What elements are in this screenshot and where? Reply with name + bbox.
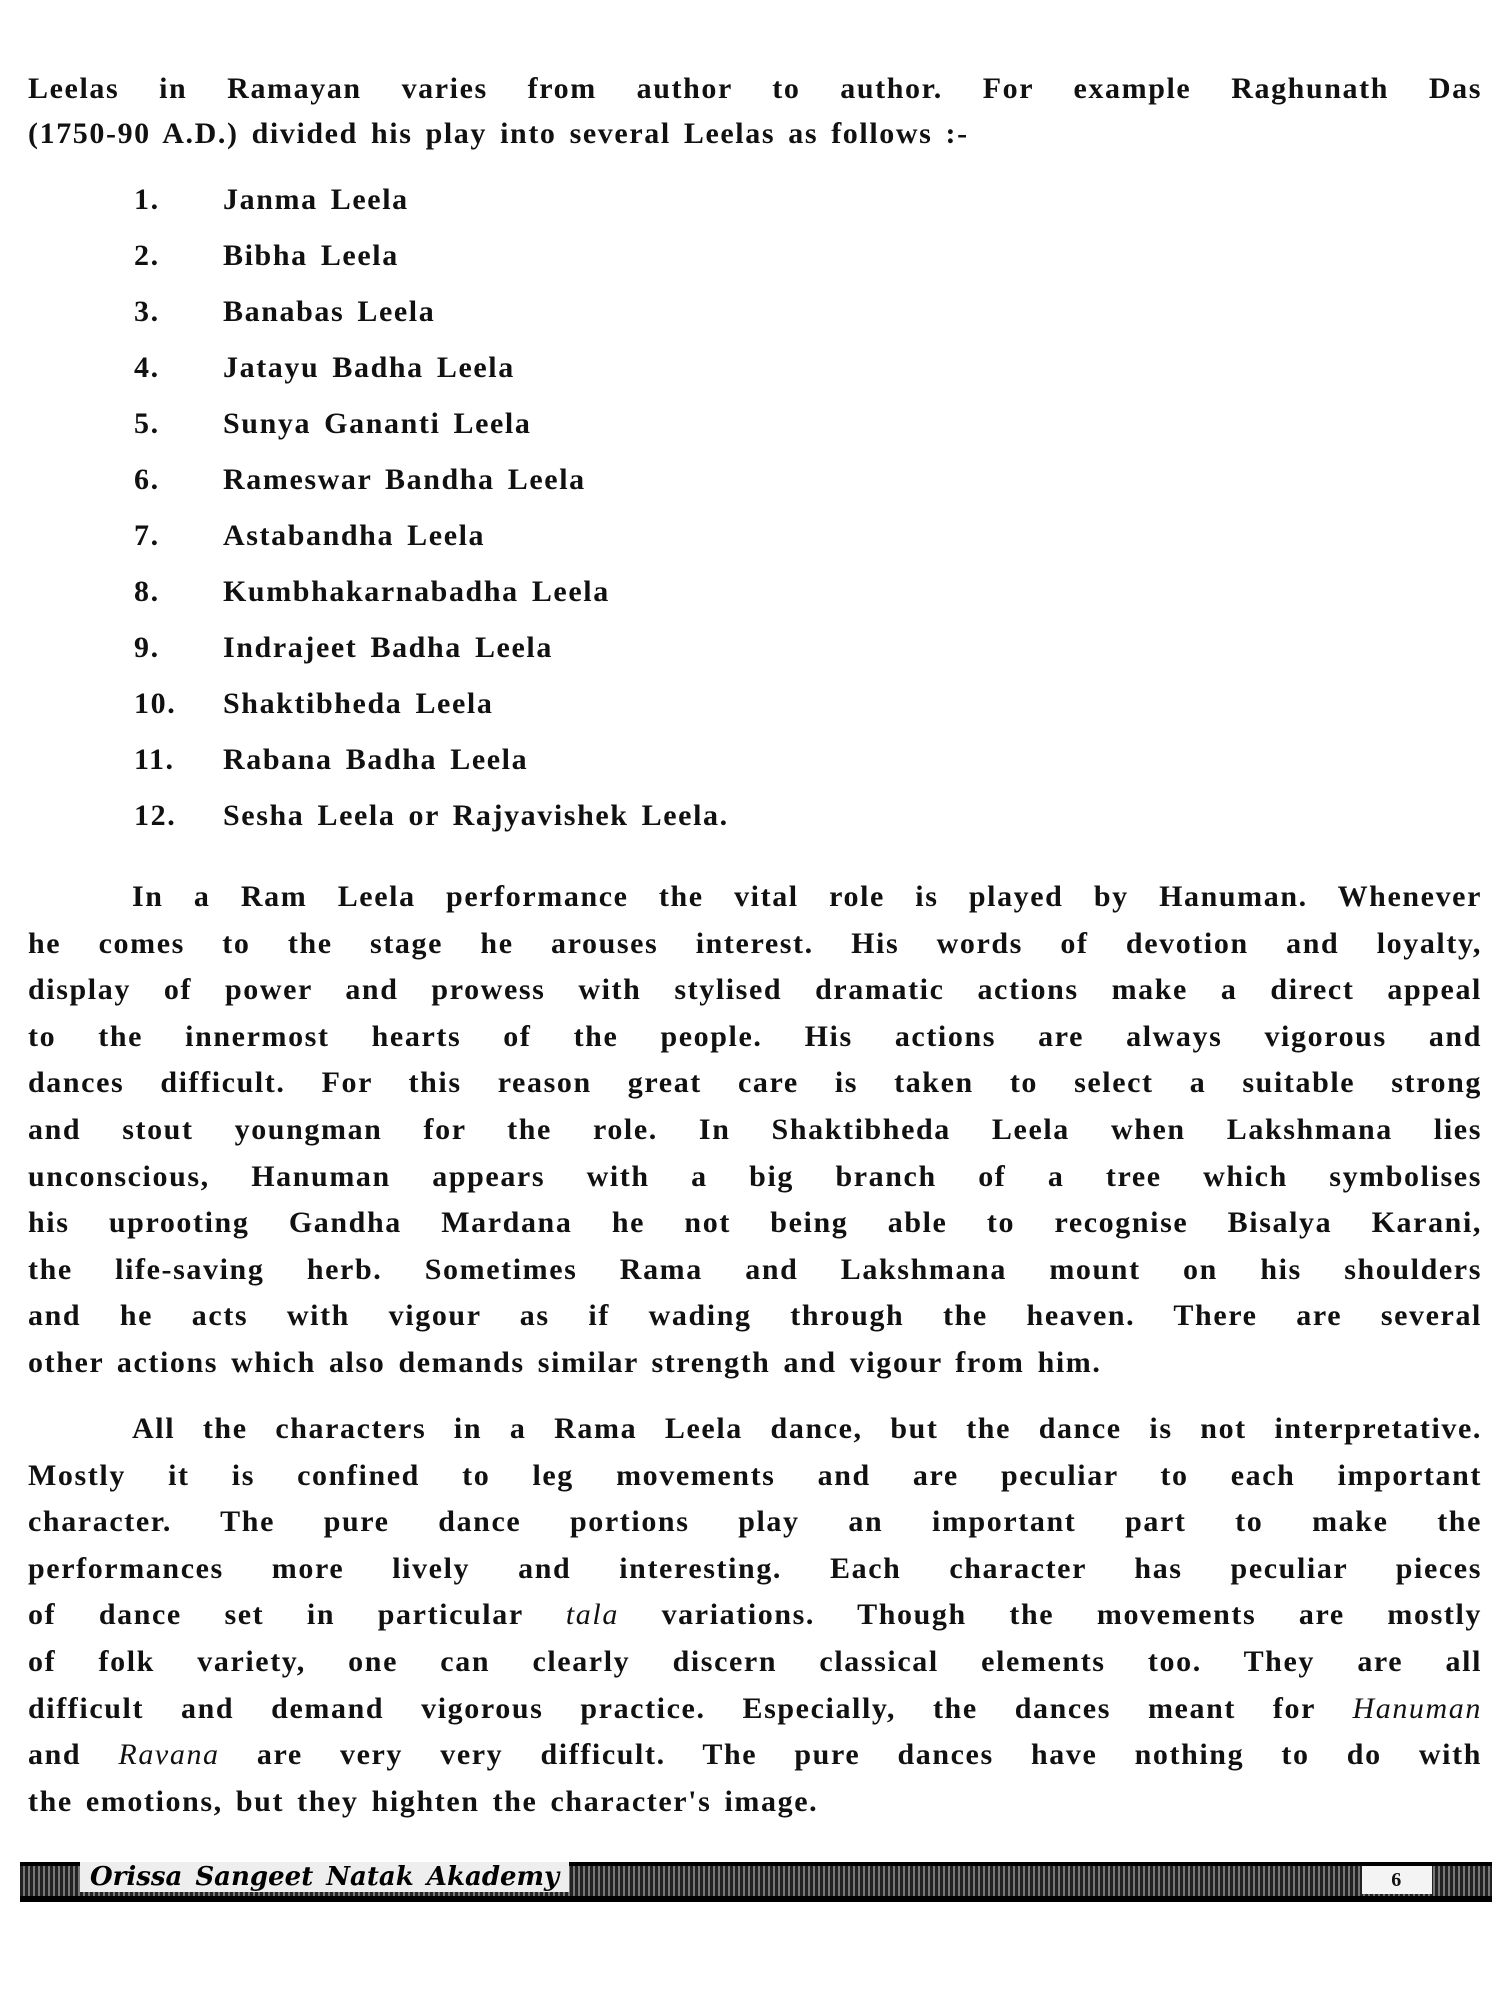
item-number: 6. bbox=[134, 463, 160, 496]
text-line bbox=[28, 1293, 1482, 1340]
text-line bbox=[28, 967, 1482, 1014]
leela-name: Indrajeet Badha Leela bbox=[223, 631, 553, 664]
text-line bbox=[28, 1732, 1482, 1779]
list-item bbox=[134, 508, 729, 564]
list-item bbox=[134, 732, 729, 788]
list-item bbox=[134, 788, 729, 844]
text-line bbox=[28, 1340, 1482, 1387]
paragraph-hanuman bbox=[28, 874, 1482, 1387]
leela-name: Jatayu Badha Leela bbox=[223, 351, 515, 384]
item-number: 8. bbox=[134, 575, 160, 608]
leela-name: Sesha Leela or Rajyavishek Leela. bbox=[223, 799, 729, 832]
text-line bbox=[28, 1546, 1482, 1593]
publisher-name: Orissa Sangeet Natak Akademy bbox=[80, 1862, 569, 1892]
text-line bbox=[28, 1014, 1482, 1061]
text-segment: of folk variety, one can clearly discern classical elements too. They are all bbox=[28, 1644, 1482, 1678]
text-segment: the emotions, but they highten the character's image. bbox=[28, 1784, 819, 1818]
italic-term: Ravana bbox=[118, 1738, 220, 1772]
paragraph-dance bbox=[28, 1406, 1482, 1825]
text-segment: All the characters in a Rama Leela dance, but the dance is not interpretative. bbox=[132, 1412, 1482, 1445]
text-line bbox=[28, 1453, 1482, 1500]
leela-name: Kumbhakarnabadha Leela bbox=[223, 575, 610, 608]
text-segment: are very very difficult. The pure dances have nothing to do with bbox=[219, 1738, 1482, 1772]
leela-name: Shaktibheda Leela bbox=[223, 687, 494, 720]
text-line bbox=[28, 1779, 1482, 1826]
leela-name: Janma Leela bbox=[223, 183, 409, 216]
item-number: 7. bbox=[134, 519, 160, 552]
italic-term: Hanuman bbox=[1352, 1691, 1482, 1725]
footer-band bbox=[20, 1862, 1492, 1902]
list-item bbox=[134, 284, 729, 340]
leela-name: Bibha Leela bbox=[223, 239, 399, 272]
text-segment: Leelas in Ramayan varies from author to author. For example Raghunath Das bbox=[28, 72, 1482, 105]
text-line bbox=[28, 1499, 1482, 1546]
italic-term: tala bbox=[565, 1598, 619, 1632]
text-line bbox=[28, 1406, 1482, 1453]
list-item bbox=[134, 228, 729, 284]
text-segment: the life-saving herb. Sometimes Rama and Lakshmana mount on his shoulders bbox=[28, 1252, 1482, 1286]
text-line bbox=[28, 1639, 1482, 1686]
list-item bbox=[134, 172, 729, 228]
text-segment: and bbox=[28, 1738, 119, 1772]
text-segment: (1750-90 A.D.) divided his play into several Leelas as follows :- bbox=[28, 117, 969, 150]
leela-name: Sunya Gananti Leela bbox=[223, 407, 532, 440]
text-segment: his uprooting Gandha Mardana he not being able to recognise Bisalya Karani, bbox=[28, 1206, 1482, 1240]
text-segment: and he acts with vigour as if wading through the heaven. There are several bbox=[28, 1299, 1482, 1333]
text-line bbox=[28, 1200, 1482, 1247]
item-number: 4. bbox=[134, 351, 160, 384]
text-line bbox=[28, 1107, 1482, 1154]
item-number: 12. bbox=[134, 799, 177, 832]
text-segment: and stout youngman for the role. In Shaktibheda Leela when Lakshmana lies bbox=[28, 1112, 1482, 1146]
list-item bbox=[134, 620, 729, 676]
text-segment: he comes to the stage he arouses interest. His words of devotion and loyalty, bbox=[28, 926, 1482, 960]
text-line bbox=[28, 66, 1482, 111]
text-segment: dances difficult. For this reason great care is taken to select a suitable strong bbox=[28, 1066, 1482, 1100]
item-number: 9. bbox=[134, 631, 160, 664]
text-segment: unconscious, Hanuman appears with a big branch of a tree which symbolises bbox=[28, 1159, 1482, 1193]
text-segment: Mostly it is confined to leg movements and are peculiar to each important bbox=[28, 1458, 1482, 1492]
list-item bbox=[134, 676, 729, 732]
text-line bbox=[28, 1247, 1482, 1294]
item-number: 11. bbox=[134, 743, 175, 776]
text-segment: variations. Though the movements are mostly bbox=[618, 1598, 1482, 1632]
list-item bbox=[134, 396, 729, 452]
text-segment: other actions which also demands similar strength and vigour from him. bbox=[28, 1345, 1102, 1379]
leela-name: Astabandha Leela bbox=[223, 519, 486, 552]
text-segment: In a Ram Leela performance the vital role is played by Hanuman. Whenever bbox=[132, 880, 1482, 913]
item-number: 5. bbox=[134, 407, 160, 440]
leela-name: Rabana Badha Leela bbox=[223, 743, 529, 776]
page-number: 6 bbox=[1362, 1866, 1432, 1894]
text-line bbox=[28, 921, 1482, 968]
item-number: 3. bbox=[134, 295, 160, 328]
text-segment: performances more lively and interesting. Each character has peculiar pieces bbox=[28, 1551, 1482, 1585]
text-line bbox=[28, 874, 1482, 921]
list-item bbox=[134, 340, 729, 396]
text-segment: difficult and demand vigorous practice. Especially, the dances meant for bbox=[28, 1691, 1353, 1725]
list-item bbox=[134, 564, 729, 620]
list-item bbox=[134, 452, 729, 508]
leela-list bbox=[134, 172, 729, 844]
leela-name: Banabas Leela bbox=[223, 295, 436, 328]
item-number: 10. bbox=[134, 687, 177, 720]
text-line bbox=[28, 111, 1482, 156]
text-segment: display of power and prowess with stylised dramatic actions make a direct appeal bbox=[28, 973, 1482, 1007]
text-line bbox=[28, 1060, 1482, 1107]
text-line bbox=[28, 1592, 1482, 1639]
leela-name: Rameswar Bandha Leela bbox=[223, 463, 586, 496]
text-line bbox=[28, 1686, 1482, 1733]
text-segment: of dance set in particular bbox=[28, 1598, 566, 1632]
text-segment: to the innermost hearts of the people. His actions are always vigorous and bbox=[28, 1019, 1482, 1053]
item-number: 1. bbox=[134, 183, 160, 216]
text-line bbox=[28, 1154, 1482, 1201]
intro-text bbox=[28, 66, 1482, 156]
text-segment: character. The pure dance portions play an important part to make the bbox=[28, 1505, 1482, 1539]
item-number: 2. bbox=[134, 239, 160, 272]
